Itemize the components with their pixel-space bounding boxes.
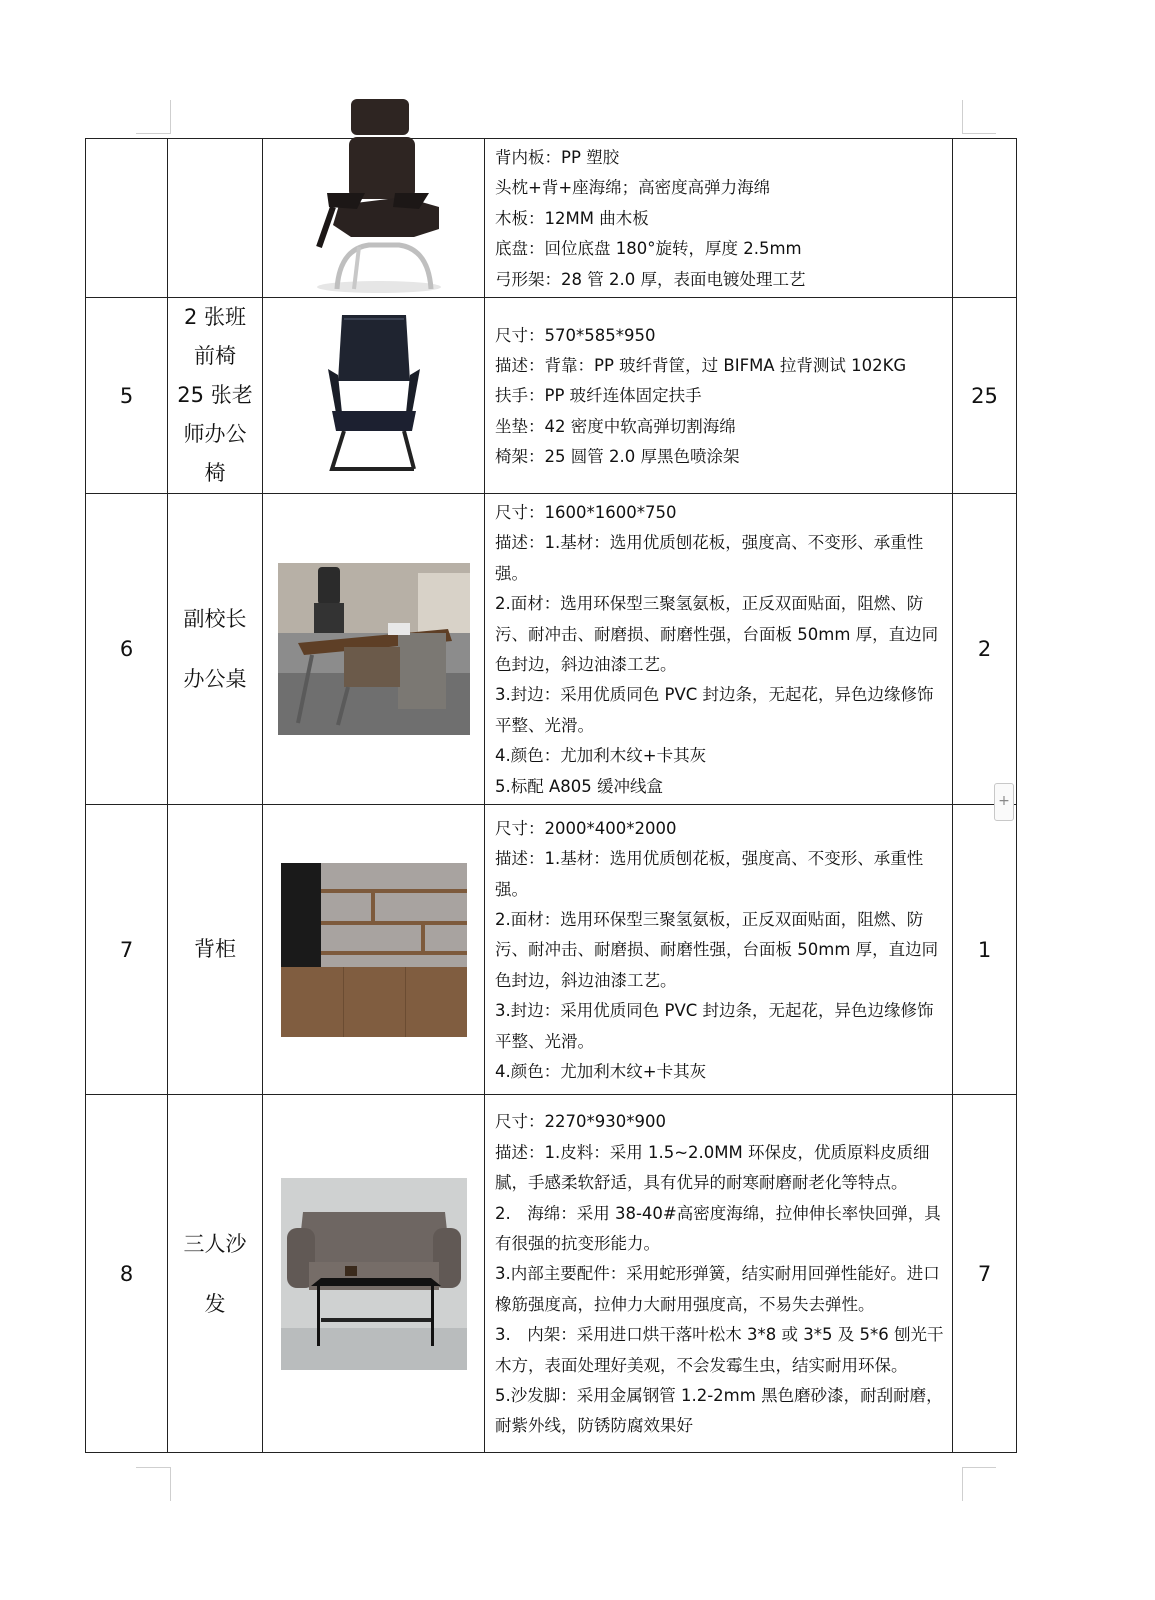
desc-line: 3.内部主要配件：采用蛇形弹簧，结实耐用回弹性能好。进口橡筋强度高，拉伸力大耐用强度高，不易失去弹性。 xyxy=(495,1264,940,1314)
office-desk-image xyxy=(278,563,470,735)
item-number-cell: 5 xyxy=(86,298,168,494)
item-name-line: 副校长 xyxy=(183,607,247,632)
desc-line: 木板：12MM 曲木板 xyxy=(495,208,649,228)
item-description-cell xyxy=(485,139,953,298)
table-row xyxy=(86,139,1017,298)
table-row xyxy=(86,298,1017,494)
high-back-office-chair-image xyxy=(299,97,449,297)
crop-mark xyxy=(170,1467,171,1501)
desc-line: 描述：1.基材：选用优质刨花板，强度高、不变形、承重性强。 xyxy=(495,849,924,899)
desc-line: 4.颜色：尤加利木纹+卡其灰 xyxy=(495,746,707,766)
crop-mark xyxy=(962,100,963,134)
furniture-spec-table xyxy=(85,138,1017,1453)
item-image-cell xyxy=(263,139,485,298)
desc-line: 椅架：25 圆管 2.0 厚黑色喷涂架 xyxy=(495,447,740,467)
item-name-cell xyxy=(168,494,263,805)
three-seat-sofa-image xyxy=(281,1178,467,1370)
desc-line: 坐垫：42 密度中软高弹切割海绵 xyxy=(495,416,736,436)
item-number-cell: 6 xyxy=(86,494,168,805)
desc-line: 4.颜色：尤加利木纹+卡其灰 xyxy=(495,1062,707,1082)
desc-line: 描述：背靠：PP 玻纤背筐，过 BIFMA 拉背测试 102KG xyxy=(495,355,907,375)
table-row xyxy=(86,494,1017,805)
desc-line: 扶手：PP 玻纤连体固定扶手 xyxy=(495,386,702,406)
desc-line: 尺寸：2270*930*900 xyxy=(495,1112,666,1132)
item-name-cell xyxy=(168,298,263,494)
desc-line: 5.标配 A805 缓冲线盒 xyxy=(495,776,664,796)
crop-mark xyxy=(136,1467,170,1468)
crop-mark xyxy=(170,100,171,134)
item-qty-cell: 1 xyxy=(953,805,1017,1095)
item-name-cell xyxy=(168,805,263,1095)
item-description-cell xyxy=(485,805,953,1095)
item-image-cell xyxy=(263,298,485,494)
desc-line: 3. 内架：采用进口烘干落叶松木 3*8 或 3*5 及 5*6 刨光干木方，表面处理好美观，不会发霉生虫，结实耐用环保。 xyxy=(495,1325,944,1375)
item-name-cell xyxy=(168,1095,263,1453)
item-qty-cell: 2 xyxy=(953,494,1017,805)
table-row xyxy=(86,805,1017,1095)
desc-line: 2.面材：选用环保型三聚氢氨板，正反双面贴面，阻燃、防污、耐冲击、耐磨损、耐磨性强，台面板 50mm 厚，直边同色封边，斜边油漆工艺。 xyxy=(495,909,939,990)
item-name-line: 背柜 xyxy=(194,937,236,962)
item-image-cell xyxy=(263,805,485,1095)
desc-line: 3.封边：采用优质同色 PVC 封边条，无起花，异色边缘修饰平整、光滑。 xyxy=(495,685,934,735)
desc-line: 2. 海绵：采用 38-40#高密度海绵，拉伸伸长率快回弹，具有很强的抗变形能力。 xyxy=(495,1203,941,1253)
item-description-cell xyxy=(485,494,953,805)
item-number-cell: 7 xyxy=(86,805,168,1095)
item-name-line: 前椅 xyxy=(194,344,236,369)
item-qty-cell: 25 xyxy=(953,298,1017,494)
desc-line: 描述：1.基材：选用优质刨花板，强度高、不变形、承重性强。 xyxy=(495,533,924,583)
item-qty-cell xyxy=(953,139,1017,298)
add-row-handle[interactable]: + xyxy=(994,783,1014,821)
desc-line: 2.面材：选用环保型三聚氢氨板，正反双面贴面，阻燃、防污、耐冲击、耐磨损、耐磨性强，台面板 50mm 厚，直边同色封边，斜边油漆工艺。 xyxy=(495,594,939,675)
desc-line: 背内板：PP 塑胶 xyxy=(495,148,620,167)
item-name-line: 师办公 xyxy=(183,422,247,447)
desc-line: 底盘：回位底盘 180°旋转，厚度 2.5mm xyxy=(495,239,802,259)
desc-line: 弓形架：28 管 2.0 厚，表面电镀处理工艺 xyxy=(495,269,806,289)
item-qty-cell: 7 xyxy=(953,1095,1017,1453)
item-number-cell xyxy=(86,139,168,298)
item-name-line: 办公桌 xyxy=(183,667,247,692)
mesh-office-chair-image xyxy=(314,311,434,481)
item-image-cell xyxy=(263,1095,485,1453)
desc-line: 头枕+背+座海绵；高密度高弹力海绵 xyxy=(495,178,771,198)
item-number-cell: 8 xyxy=(86,1095,168,1453)
crop-mark xyxy=(136,133,170,134)
desc-line: 3.封边：采用优质同色 PVC 封边条，无起花，异色边缘修饰平整、光滑。 xyxy=(495,1001,934,1051)
item-image-cell xyxy=(263,494,485,805)
item-name-line: 发 xyxy=(204,1291,226,1316)
item-name-line: 25 张老 xyxy=(177,383,253,408)
crop-mark xyxy=(962,1467,963,1501)
desc-line: 描述：1.皮料：采用 1.5~2.0MM 环保皮，优质原料皮质细腻，手感柔软舒适，具有优异的耐寒耐磨耐老化等特点。 xyxy=(495,1142,930,1193)
item-description-cell xyxy=(485,298,953,494)
desc-line: 5.沙发脚：采用金属钢管 1.2-2mm 黑色磨砂漆，耐刮耐磨，耐紫外线，防锈防腐效果好 xyxy=(495,1386,943,1436)
crop-mark xyxy=(962,1467,996,1468)
item-name-cell xyxy=(168,139,263,298)
crop-mark xyxy=(962,133,996,134)
desc-line: 尺寸：570*585*950 xyxy=(495,325,656,345)
desc-line: 尺寸：1600*1600*750 xyxy=(495,503,677,523)
table-row xyxy=(86,1095,1017,1453)
item-name-line: 2 张班 xyxy=(183,305,247,330)
item-name-line: 椅 xyxy=(204,461,226,486)
back-cabinet-image xyxy=(281,863,467,1037)
desc-line: 尺寸：2000*400*2000 xyxy=(495,818,677,838)
item-name-line: 三人沙 xyxy=(183,1231,247,1256)
item-description-cell xyxy=(485,1095,953,1453)
